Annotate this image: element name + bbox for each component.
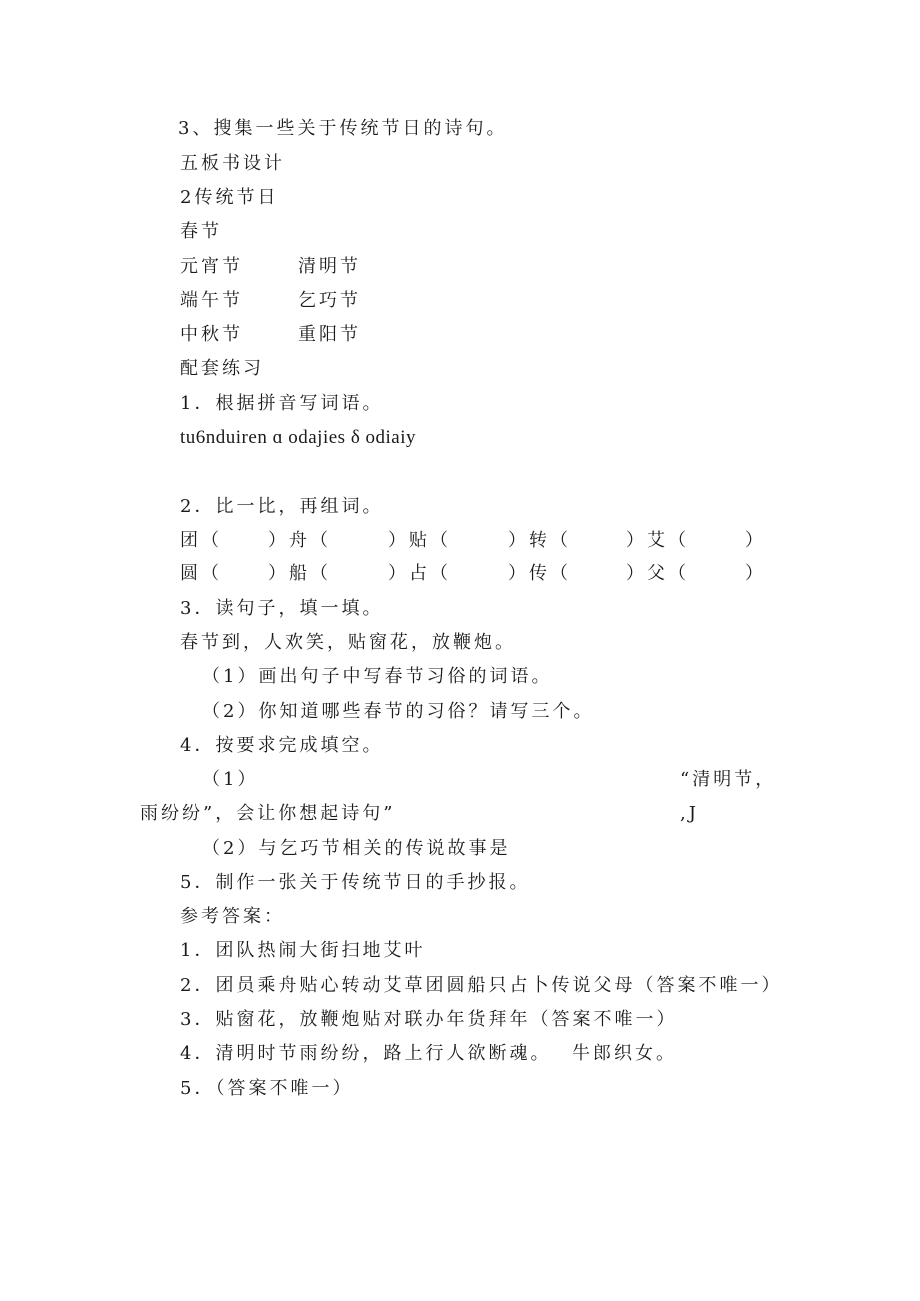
board-row1-right: 清明节 — [298, 256, 361, 277]
answer-3: 3．贴窗花，放鞭炮贴对联办年货拜年（答案不唯一） — [180, 1009, 678, 1030]
question-4-sub-1-quote: “清明节， — [680, 769, 777, 790]
q2-row1-cell: ）贴（ — [388, 530, 451, 551]
q2-row1-cell: ） — [745, 530, 766, 551]
question-4-sub-1-end: ,J — [680, 803, 699, 824]
board-heading: 五板书设计 — [180, 153, 285, 174]
question-3-sentence: 春节到，人欢笑，贴窗花，放鞭炮。 — [180, 632, 516, 653]
question-3-sub-2: （2）你知道哪些春节的习俗？请写三个。 — [202, 701, 595, 722]
answers-heading: 参考答案： — [180, 906, 285, 927]
board-spring: 春节 — [180, 221, 222, 242]
q2-row1-cell: 团（ — [180, 530, 222, 551]
question-4-sub-1-label: （1） — [202, 769, 259, 790]
q2-row2-cell: ）占（ — [388, 563, 451, 584]
answer-2: 2．团员乘舟贴心转动艾草团圆船只占卜传说父母（答案不唯一） — [180, 975, 783, 996]
q2-row2-cell: 圆（ — [180, 563, 222, 584]
answer-1: 1．团队热闹大街扫地艾叶 — [180, 940, 426, 961]
q2-row2-cell: ）父（ — [626, 563, 689, 584]
answer-5: 5．（答案不唯一） — [180, 1078, 354, 1099]
practice-heading: 配套练习 — [180, 358, 264, 379]
q2-row1-cell: ）艾（ — [626, 530, 689, 551]
question-1: 1．根据拼音写词语。 — [180, 393, 384, 414]
board-row2-left: 端午节 — [180, 290, 243, 311]
q2-row1-cell: ）转（ — [508, 530, 571, 551]
question-3: 3．读句子，填一填。 — [180, 598, 384, 619]
q2-row2-cell: ） — [745, 563, 766, 584]
q2-row2-cell: ）传（ — [508, 563, 571, 584]
board-row3-left: 中秋节 — [180, 324, 243, 345]
board-row1-left: 元宵节 — [180, 256, 243, 277]
question-4: 4．按要求完成填空。 — [180, 735, 384, 756]
q2-row2-cell: ）船（ — [268, 563, 331, 584]
question-4-sub-1-continued: 雨纷纷”，会让你想起诗句” — [140, 803, 396, 824]
board-row3-right: 重阳节 — [298, 324, 361, 345]
q2-row1-cell: ）舟（ — [268, 530, 331, 551]
question-2: 2．比一比，再组词。 — [180, 496, 384, 517]
item3-collect-text: 3、搜集一些关于传统节日的诗句。 — [178, 118, 508, 139]
question-4-sub-2: （2）与乞巧节相关的传说故事是 — [202, 838, 511, 859]
question-5: 5．制作一张关于传统节日的手抄报。 — [180, 872, 531, 893]
question-1-pinyin: tu6nduiren ɑ odajies δ odiaiy — [180, 427, 417, 448]
board-title: 2传统节日 — [180, 187, 279, 208]
answer-4-extra: 牛郎织女。 — [572, 1043, 677, 1064]
board-row2-right: 乞巧节 — [298, 290, 361, 311]
answer-4: 4．清明时节雨纷纷，路上行人欲断魂。 — [180, 1043, 552, 1064]
question-3-sub-1: （1）画出句子中写春节习俗的词语。 — [202, 666, 553, 687]
